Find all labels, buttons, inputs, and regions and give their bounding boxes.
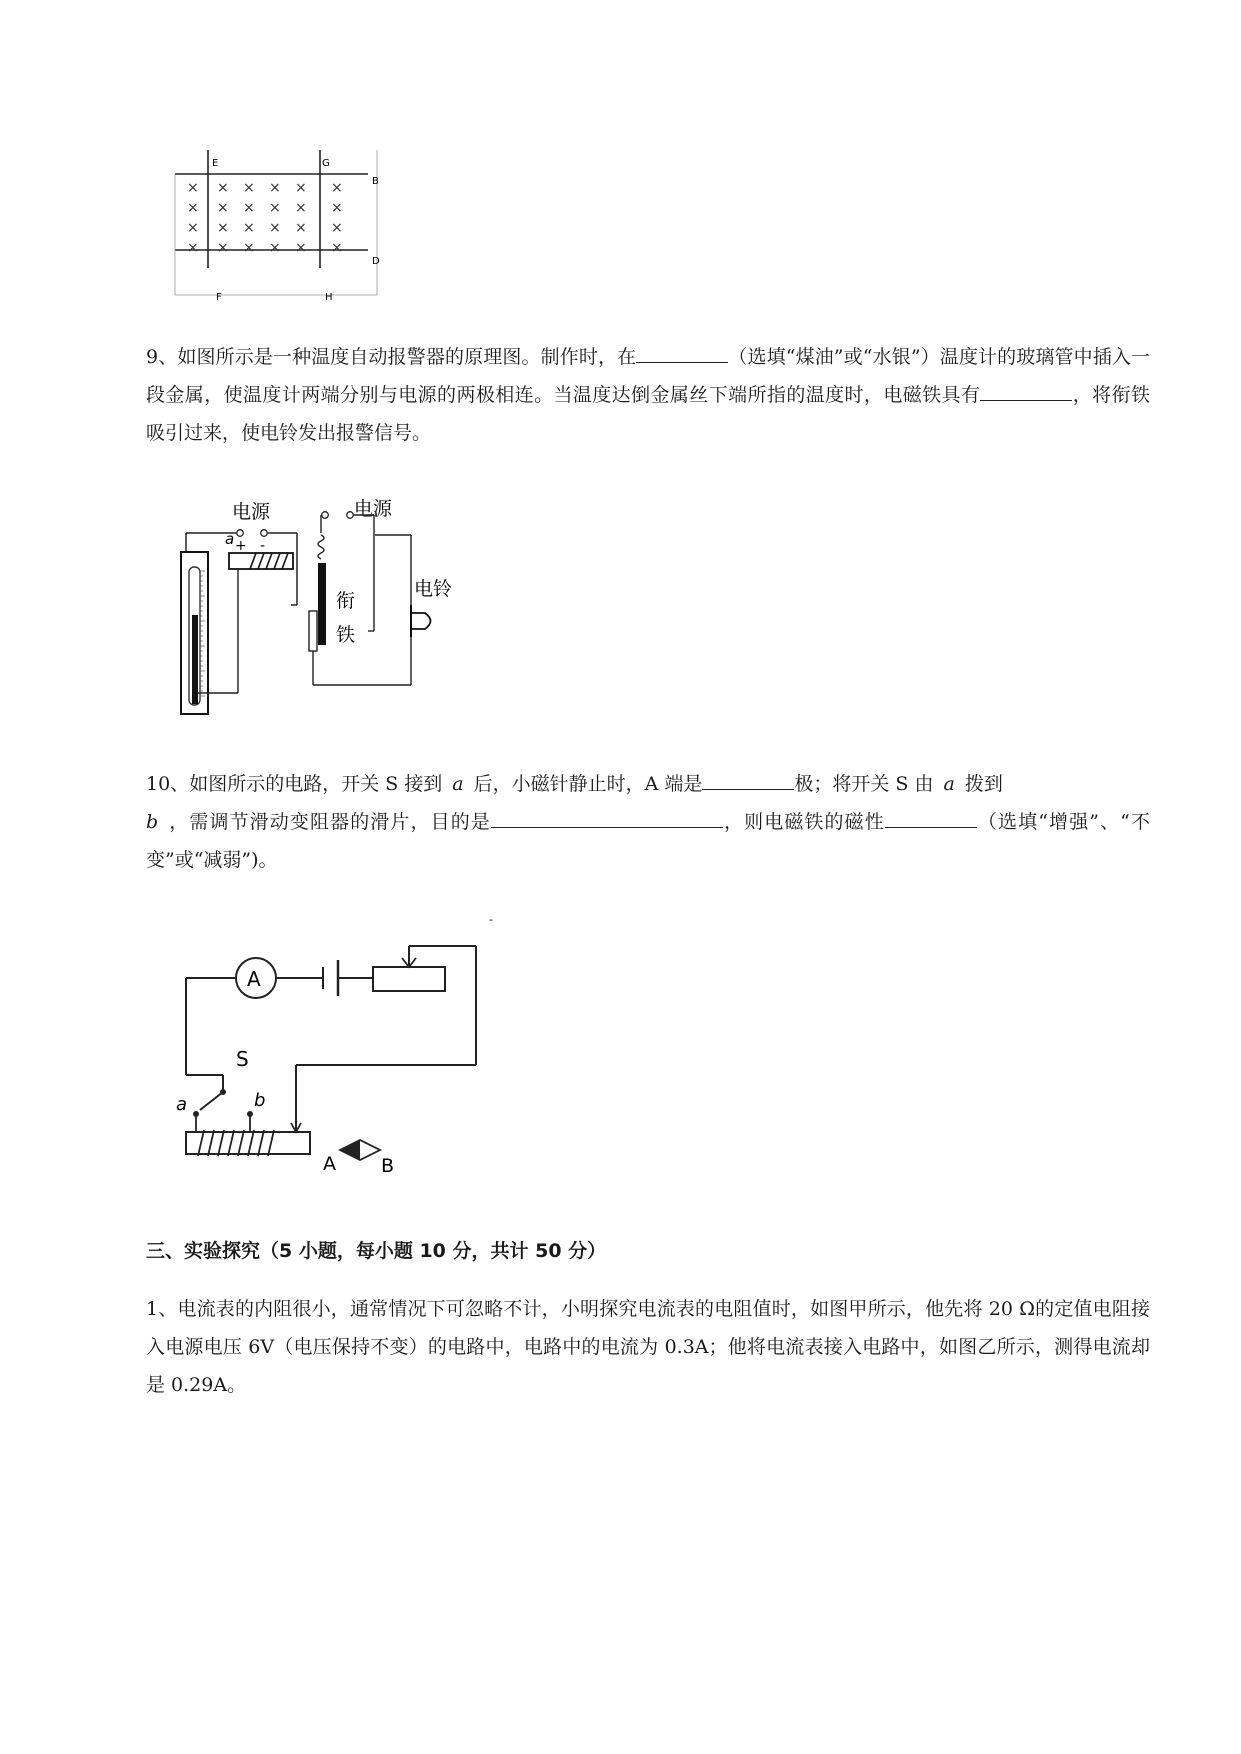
field-cross-mark: × [217,180,229,196]
field-cross-mark: × [243,240,255,256]
minus-sign: - [260,538,266,554]
question-text-part: ，需调节滑动变阻器的滑片，目的是 [168,811,491,833]
question-9 [146,338,1150,452]
bell-label: 电铃 [414,578,453,600]
section-heading [146,1232,1150,1270]
field-cross-mark: × [187,180,199,196]
question-10 [146,765,1150,879]
label-f: F [216,292,222,303]
armature-bar [318,563,326,645]
needle-a-label: A [323,1153,336,1175]
switch-blade [200,1092,223,1110]
question-text-part: 后，小磁针静止时，A 端是 [473,773,703,795]
variable-b: b [146,811,159,833]
plus-sign: + [235,538,247,554]
field-cross-mark: × [217,200,229,216]
question-text-part: 如图所示是一种温度自动报警器的原理图。制作时，在 [177,346,637,368]
core-a-label: a [225,530,235,548]
field-cross-mark: × [331,200,343,216]
field-cross-mark: × [331,240,343,256]
question-text-part: 极；将开关 S 由 [794,773,934,795]
answer-blank-1[interactable] [702,770,794,790]
question-text-part: 拨到 [964,773,1003,795]
question-text-part: 如图所示的电路，开关 S 接到 [189,773,443,795]
label-d: D [372,256,380,267]
solenoid-core [186,1132,310,1154]
field-cross-mark: × [331,180,343,196]
rheostat-icon [373,967,445,991]
field-cross-mark: × [269,240,281,256]
field-cross-mark: × [187,220,199,236]
answer-blank-2[interactable] [980,381,1072,401]
field-cross-mark: × [331,220,343,236]
power-label-right: 电源 [354,498,393,520]
field-cross-mark: × [295,240,307,256]
answer-blank-2[interactable] [491,808,723,828]
switch-label: S [236,1047,249,1071]
field-cross-mark: × [295,180,307,196]
mercury-column [192,615,198,704]
question-1 [146,1290,1150,1404]
figure-switch-circuit [176,913,500,1180]
field-cross-mark: × [243,200,255,216]
field-cross-mark: × [187,240,199,256]
question-number: 9、 [146,346,178,368]
figure-magnetic-field [170,140,400,303]
power-label-left: 电源 [232,501,271,523]
corner-mark: - [489,913,493,926]
section-title: 三、实验探究（5 小题，每小题 10 分，共计 50 分） [146,1240,607,1262]
armature-label-1: 衔 [336,590,356,612]
label-b: B [372,176,379,187]
question-text: 电流表的内阻很小，通常情况下可忽略不计，小明探究电流表的电阻值时，如图甲所示，他先将 20 Ω的定值电阻接入电源电压 6V（电压保持不变）的电路中，电路中的电流为 0.3A；他将电流表接入电路中，如图乙所示，测得电流却是 0.29A。 [146,1298,1150,1396]
question-number: 10、 [146,773,190,795]
answer-blank-1[interactable] [636,343,728,363]
variable-a: a [452,773,464,795]
variable-a: a [943,773,955,795]
armature-label-2: 铁 [336,624,356,646]
answer-blank-3[interactable] [885,808,977,828]
field-cross-mark: × [243,220,255,236]
question-number: 1、 [146,1298,178,1320]
field-cross-mark: × [217,240,229,256]
field-cross-mark: × [295,220,307,236]
question-text-part: （选填“煤油”或“水银”）温度计的玻璃管中插入一段金属，使温度计两端分别与电源的两极相连。当温度达倒金属丝下端所指的温度时，电磁铁具有 [146,346,1150,406]
field-cross-mark: × [217,220,229,236]
needle-b-label: B [381,1155,395,1177]
field-cross-mark: × [187,200,199,216]
electromagnet-coil [250,553,288,569]
field-cross-mark: × [295,200,307,216]
spring [318,535,324,559]
question-text-part: ，则电磁铁的磁性 [722,811,885,833]
field-cross-mark: × [269,220,281,236]
bell-icon [411,613,431,629]
label-e: E [212,158,219,169]
question-text-part: （选填“增强”、“不变”或“减弱”)。 [146,811,1150,871]
field-cross-mark: × [243,180,255,196]
contact-plate [309,611,317,651]
switch-a-label: a [176,1094,188,1115]
field-cross-mark: × [269,200,281,216]
thermometer-scale [200,571,205,696]
label-g: G [322,158,330,169]
ammeter-label: A [247,967,261,991]
solenoid-coil [198,1130,274,1156]
label-h: H [325,292,333,303]
figure-temperature-alarm [170,495,470,735]
switch-b-label: b [254,1090,266,1111]
field-cross-mark: × [269,180,281,196]
question-text-part: ，将衔铁吸引过来，使电铃发出报警信号。 [146,384,1150,444]
